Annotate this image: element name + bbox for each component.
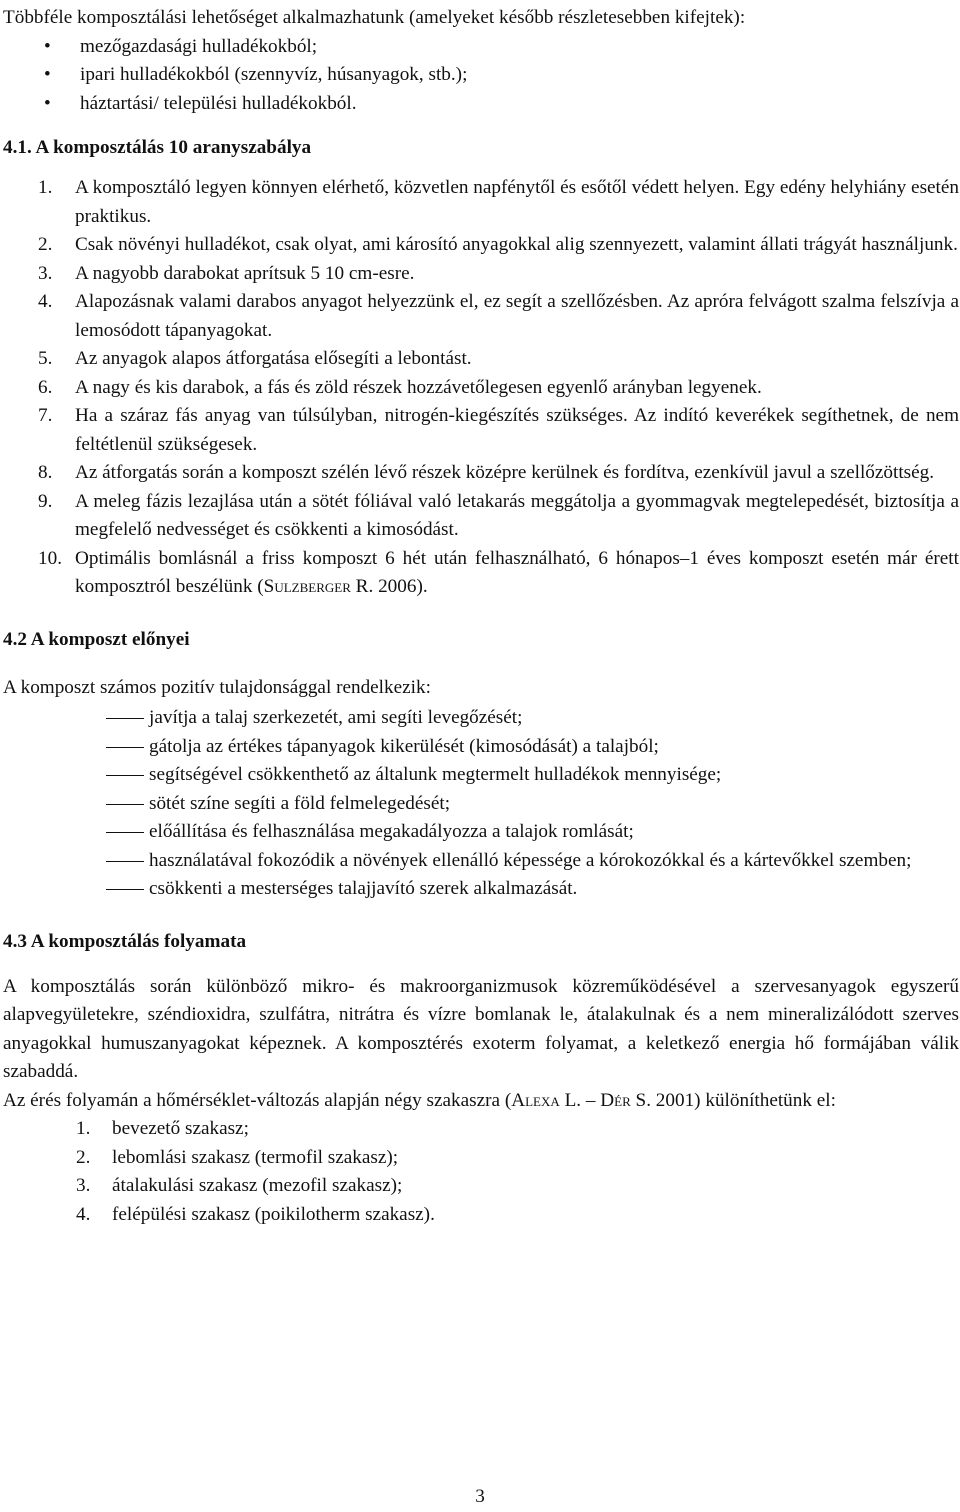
list-item: 1. bevezető szakasz; xyxy=(76,1118,249,1139)
list-item: segítségével csökkenthető az általunk megtermelt hulladékok mennyisége; xyxy=(3,761,959,790)
list-item: 8. Az átforgatás során a komposzt szélén lévő részek középre kerülnek és fordítva, ezenkívül javul a szellőzöttség. xyxy=(38,462,935,483)
list-item: csökkenti a mesterséges talajjavító szerek alkalmazását. xyxy=(3,875,959,904)
bullet-icon: • xyxy=(44,92,51,114)
dash-icon xyxy=(106,889,144,890)
list-item: gátolja az értékes tápanyagok kikerülését (kimosódását) a talajból; xyxy=(3,733,959,762)
list-item: használatával fokozódik a növények ellenálló képessége a kórokozókkal és a kártevőkkel szemben; xyxy=(3,847,959,876)
benefits-lead: A komposzt számos pozitív tulajdonsággal rendelkezik: xyxy=(3,676,431,698)
list-item: 4. Alapozásnak valami darabos anyagot helyezzünk el, ez segít a szellőzésben. Az apróra felvágott szalma felszívja a lemosódott tápanyagokat. xyxy=(38,291,959,341)
dash-icon xyxy=(106,747,144,748)
stages-intro-paragraph: Az érés folyamán a hőmérséklet-változás alapján négy szakaszra (Alexa L. – Dér S. 2001) különíthetünk el: xyxy=(3,1089,836,1111)
dash-icon xyxy=(106,804,144,805)
list-item: sötét színe segíti a föld felmelegedését; xyxy=(3,790,959,819)
dash-icon xyxy=(106,861,144,862)
list-item: 9. A meleg fázis lezajlása után a sötét fóliával való letakarás meggátolja a gyommagvak megtelepedését, biztosítja a megfelelő nedvességet és csökkenti a kimosódást. xyxy=(38,490,959,540)
process-paragraph: A komposztálás során különböző mikro- és makroorganizmusok közreműködésével a szervesanyagok egyszerű alapvegyületekre, széndioxidra, szulfátra, nitrátra és vízre bomlanak le, átalakulnak és a nem mineralizálódott szerves anyagokkal humuszanyagokat képeznek. A komposztérés exoterm folyamat, a keletkező energia hő formájában válik szabaddá. xyxy=(3,975,959,1082)
intro-lead: Többféle komposztálási lehetőséget alkalmazhatunk (amelyeket később részletesebben kifejtek): xyxy=(3,7,746,28)
list-item: • mezőgazdasági hulladékokból; xyxy=(3,33,959,62)
list-item: 4. felépülési szakasz (poikilotherm szakasz). xyxy=(76,1203,435,1225)
bullet-icon: • xyxy=(44,64,51,85)
list-item: 2. lebomlási szakasz (termofil szakasz); xyxy=(76,1146,399,1168)
list-item: 10. Optimális bomlásnál a friss komposzt 6 hét után felhasználható, 6 hónapos–1 éves komposzt esetén már érett komposztról beszélünk (Sulzberger R. 2006). xyxy=(38,547,959,597)
section-heading-4-3: 4.3 A komposztálás folyamata xyxy=(3,930,247,952)
golden-rules-list xyxy=(3,174,959,602)
intro-bullet-list xyxy=(3,33,959,119)
benefits-list xyxy=(3,704,959,904)
stages-list xyxy=(3,1115,959,1229)
list-item: • ipari hulladékokból (szennyvíz, húsanyagok, stb.); xyxy=(3,61,959,90)
bullet-icon: • xyxy=(44,35,51,57)
list-item: előállítása és felhasználása megakadályozza a talajok romlását; xyxy=(3,818,959,847)
page-number: 3 xyxy=(475,1486,485,1507)
dash-icon xyxy=(106,832,144,833)
dash-icon xyxy=(106,775,144,776)
list-item: 3. A nagyobb darabokat aprítsuk 5 10 cm-esre. xyxy=(38,262,415,284)
list-item: javítja a talaj szerkezetét, ami segíti levegőzését; xyxy=(3,704,959,733)
list-item: 7. Ha a száraz fás anyag van túlsúlyban, nitrogén-kiegészítés szükséges. Az indító keverékek segíthetnek, de nem feltétlenül szükségesek. xyxy=(38,405,959,455)
list-item: 6. A nagy és kis darabok, a fás és zöld részek hozzávetőlegesen egyenlő arányban legyenek. xyxy=(38,376,762,398)
document-page xyxy=(3,4,959,1229)
section-heading-4-2: 4.2 A komposzt előnyei xyxy=(3,628,190,650)
list-item: 3. átalakulási szakasz (mezofil szakasz); xyxy=(76,1175,403,1196)
section-heading-4-1: 4.1. A komposztálás 10 aranyszabálya xyxy=(3,137,312,158)
list-item: 5. Az anyagok alapos átforgatása elősegíti a lebontást. xyxy=(38,348,472,369)
list-item: • háztartási/ települési hulladékokból. xyxy=(3,90,959,119)
list-item: 1. A komposztáló legyen könnyen elérhető, közvetlen napfénytől és esőtől védett helyen. Egy edény helyhiány esetén praktikus. xyxy=(38,177,959,227)
dash-icon xyxy=(106,718,144,719)
list-item: 2. Csak növényi hulladékot, csak olyat, ami károsító anyagokkal alig szennyezett, valamint állati trágyát használjunk. xyxy=(38,234,958,255)
